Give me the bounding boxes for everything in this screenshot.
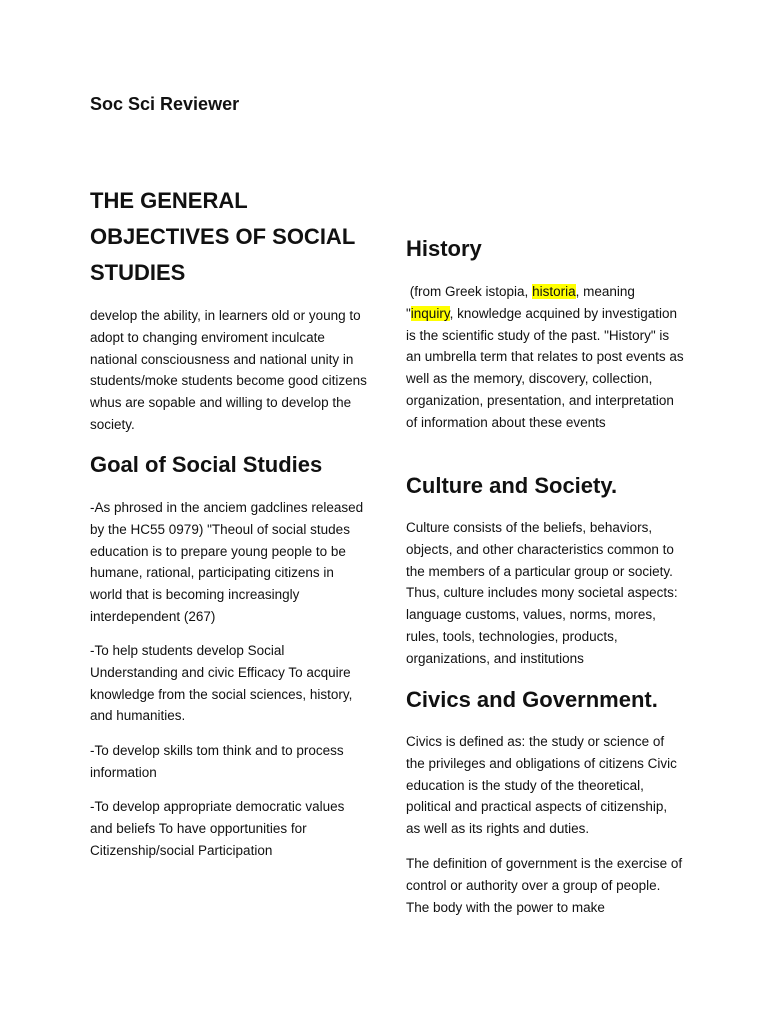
goal-heading: Goal of Social Studies <box>90 452 323 477</box>
goal-paragraph-4: -To develop appropriate democratic values and beliefs To have opportunities for Citizenship/social Participation <box>90 799 345 858</box>
history-text-start: (from Greek istopia, <box>406 284 533 299</box>
goal-paragraph-1: -As phrosed in the anciem gadclines released by the HC55 0979) "Theoul of social studes education is to prepare young people to be humane, rational, participating citizens in world that is becoming increasingly interdependent (267) <box>90 500 364 624</box>
history-heading: History <box>406 236 482 261</box>
history-text-mid: , meaning " <box>406 284 635 321</box>
objectives-heading: THE GENERAL OBJECTIVES OF SOCIAL STUDIES <box>90 188 355 285</box>
culture-heading: Culture and Society. <box>406 473 618 498</box>
goal-paragraph-3: -To develop skills tom think and to process information <box>90 743 344 780</box>
objectives-text: develop the ability, in learners old or young to adopt to changing enviroment inculcate national consciousness and national unity in students/moke students become good citizens whus are sopable and willing to develop the society. <box>90 308 367 432</box>
highlight-inquiry: inquiry <box>410 305 450 321</box>
goal-paragraph-2: -To help students develop Social Understanding and civic Efficacy To acquire knowledge from the social sciences, history, and humanities. <box>90 643 353 724</box>
civics-paragraph-2: The definition of government is the exercise of control or authority over a group of people. The body with the power to make <box>406 856 683 915</box>
history-text <box>406 281 684 434</box>
highlight-historia: historia <box>532 284 576 299</box>
civics-heading: Civics and Government. <box>406 687 658 712</box>
civics-paragraph-1: Civics is defined as: the study or science of the privileges and obligations of citizens Civic education is the study of the theoretical, political and practical aspects of citizenship, as well as its rights and duties. <box>406 734 677 837</box>
history-text-end: , knowledge acquined by investigation is the scientific study of the past. "History" is an umbrella term that relates to post events as well as the memory, discovery, collection, organization, presentation, and interpretation of information about these events <box>406 305 684 430</box>
document-title: Soc Sci Reviewer <box>90 94 240 114</box>
culture-text: Culture consists of the beliefs, behaviors, objects, and other characteristics common to the members of a particular group or society. Thus, culture includes mony societal aspects: language customs, values, norms, mores, rules, tools, technologies, products, organizations, and institutions <box>406 520 678 666</box>
